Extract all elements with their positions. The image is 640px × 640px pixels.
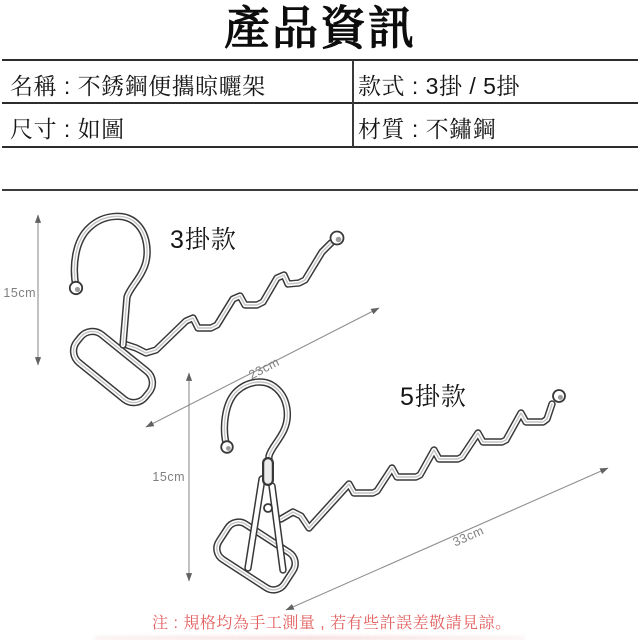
hanger3-height-label: 15cm [3,286,36,300]
hanger-5-hook [224,382,287,480]
clip-pivot [264,504,272,512]
hanger-5-arm [281,404,552,528]
hanger-3-arm [124,243,331,353]
hanger5-length-label: 33cm [450,523,487,550]
hanger5-label: 5掛款 [400,383,467,411]
hanger-3-hook [74,216,147,345]
hanger5-height-label: 15cm [152,470,185,484]
hanger-3-clamp [67,325,158,408]
hanger3-length-label: 23cm [246,354,282,383]
hanger-5-clip-levers [248,479,283,570]
hanger3-label: 3掛款 [170,226,237,254]
hanger-5-drawing [212,382,565,595]
spec-size-cell: 尺寸 : 如圖 [10,116,125,142]
bottom-crop-artifact [95,636,525,640]
spec-name-cell: 名稱 : 不銹鋼便攜晾曬架 [10,73,266,99]
spec-style-cell: 款式 : 3掛 / 5掛 [358,73,520,99]
measurement-note: 注 : 規格均為手工測量 , 若有些許誤差敬請見諒。 [152,615,512,632]
spec-material-cell: 材質 : 不鏽鋼 [358,116,497,142]
page-title: 產品資訊 [224,2,416,54]
hanger5-length-arrow [286,468,608,610]
